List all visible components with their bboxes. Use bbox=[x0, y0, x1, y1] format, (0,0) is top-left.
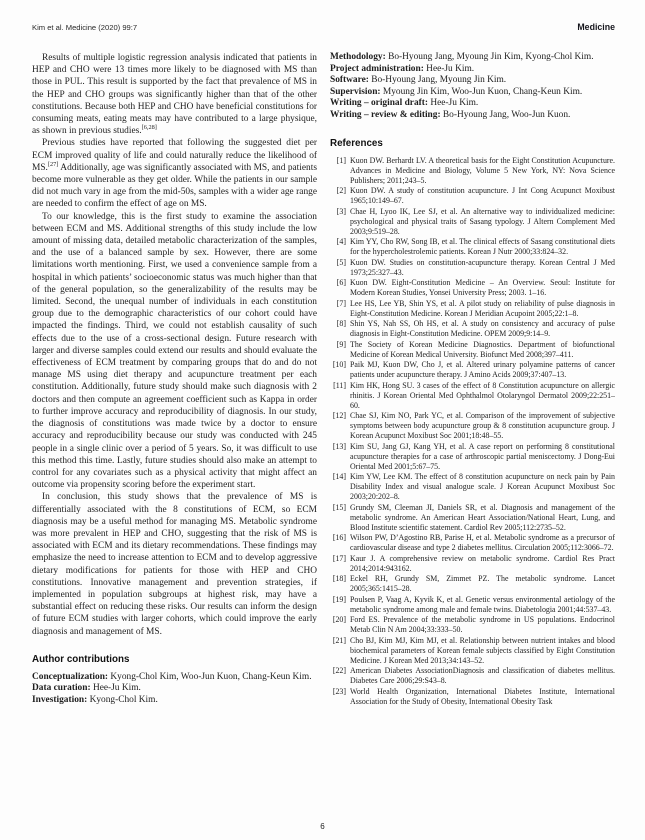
contribution-label: Project administration: bbox=[330, 63, 424, 74]
reference-entry bbox=[330, 156, 615, 186]
contribution-conceptualization bbox=[32, 672, 317, 684]
reference-number: [17] bbox=[332, 553, 346, 563]
reference-text: Kim YW, Lee KM. The effect of 8 constitution acupuncture on neck pain by Pain Disability Index and visual analogue scale. J Korean Acupunct Moxibust Soc 2003;20:202–8. bbox=[350, 472, 615, 502]
citation-superscript: [27] bbox=[47, 160, 59, 168]
reference-number: [21] bbox=[332, 635, 346, 645]
reference-entry bbox=[330, 207, 615, 237]
references-heading: References bbox=[330, 137, 383, 149]
citation-superscript: [6,28] bbox=[141, 124, 157, 132]
reference-entry bbox=[330, 636, 615, 666]
reference-number: [2] bbox=[336, 186, 346, 196]
contribution-label: Data curation: bbox=[32, 683, 91, 694]
reference-entry bbox=[330, 360, 615, 380]
reference-number: [20] bbox=[332, 615, 346, 625]
reference-text: Wilson PW, D’Agostino RB, Parise H, et al. Metabolic syndrome as a precursor of cardiovascular disease and type 2 diabetes mellitus. Circulation 2005;112:3066–72. bbox=[350, 533, 615, 553]
contribution-label: Writing – original draft: bbox=[330, 98, 428, 109]
reference-number: [4] bbox=[336, 237, 346, 247]
reference-number: [12] bbox=[332, 411, 346, 421]
reference-text: Lee HS, Lee YB, Shin YS, et al. A pilot study on reliability of pulse diagnosis in Eight-Constitution Medicine. Korean J Meridian Acupoint 2005;22:1–8. bbox=[350, 298, 615, 318]
contribution-software bbox=[330, 75, 615, 87]
contribution-data-curation bbox=[32, 683, 317, 695]
reference-number: [13] bbox=[332, 441, 346, 451]
reference-text: The Society of Korean Medicine Diagnostics. Department of biofunctional Medicine of Korean Medical University. Biofunct Med 2008;397–411. bbox=[350, 339, 615, 359]
reference-entry bbox=[330, 533, 615, 553]
reference-text: Kaur J. A comprehensive review on metabolic syndrome. Cardiol Res Pract 2014;2014:943162. bbox=[350, 553, 615, 573]
contribution-investigation bbox=[32, 695, 317, 707]
contribution-label: Investigation: bbox=[32, 694, 88, 705]
contribution-label: Methodology: bbox=[330, 52, 386, 62]
reference-entry bbox=[330, 472, 615, 502]
reference-entry bbox=[330, 319, 615, 339]
reference-number: [6] bbox=[336, 278, 346, 288]
reference-entry bbox=[330, 340, 615, 360]
reference-number: [14] bbox=[332, 472, 346, 482]
contribution-label: Software: bbox=[330, 75, 369, 86]
reference-entry bbox=[330, 615, 615, 635]
reference-entry bbox=[330, 503, 615, 533]
contribution-writing-review-editing bbox=[330, 110, 615, 122]
reference-text: Paik MJ, Kuon DW, Cho J, et al. Altered urinary polyamine patterns of cancer patients under acupuncture therapy. J Amino Acids 2009;37:407–13. bbox=[350, 360, 615, 380]
paragraph-results bbox=[32, 52, 317, 137]
paragraph-conclusion: In conclusion, this study shows that the prevalence of MS is differentially associated with the 8 constitutions of ECM, so ECM diagnosis may be a useful method for managing MS. Metabolic syndrome was more prevalent in HEP and CHO, suggesting that the risk of MS is associated with ECM and its dietary recommendations. These findings may emphasize the need to increase attention to ECM and to develop aggressive dietary modifications for patients for those with HEP and CHO constitutions. Innovative management and prevention strategies, if implemented in population subgroups at highest risk, may have a substantial effect on reducing these risks. Our results can inform the design of future ECM studies with larger cohorts, which could improve the early diagnosis and management of MS. bbox=[32, 492, 317, 637]
page-footer bbox=[0, 822, 645, 831]
reference-text: Kuon DW. Berhardt LV. A theoretical basis for the Eight Constitution Acupuncture. Advances in Medicine and Biology, Volume 5 New York, NY: Nova Science Publishers; 2011;243–5. bbox=[350, 155, 615, 185]
reference-number: [19] bbox=[332, 594, 346, 604]
reference-text: Kuon DW. Eight-Constitution Medicine – An Overview. Seoul: Institute for Modern Korean Studies, Yonsei University Press; 2003. 1–16. bbox=[350, 278, 615, 298]
contribution-writing-original-draft bbox=[330, 98, 615, 110]
reference-number: [7] bbox=[336, 298, 346, 308]
reference-number: [23] bbox=[332, 686, 346, 696]
references-list bbox=[330, 156, 615, 707]
reference-entry bbox=[330, 411, 615, 441]
reference-number: [9] bbox=[336, 339, 346, 349]
contribution-names: Hee-Ju Kim. bbox=[90, 683, 141, 694]
reference-number: [11] bbox=[333, 380, 346, 390]
paragraph-knowledge-limitations: To our knowledge, this is the first study to examine the association between ECM and MS. Additional strengths of this study include the low amount of missing data, detailed metabolic characterization of the samples, and the use of a balanced sample by sex. However, there are some limitations worth mentioning. First, we used a convenience sample from a hospital in which patients’ socioeconomic status was much higher than that of the general population, so the generalizability of the results may be limited. Second, the unequal number of individuals in each constitution group due to the demographic characteristics of our cohort could have impacted the findings. Third, we could not establish causality of such effects due to the use of a cross-sectional design. Future research with larger and diverse samples could extend our results and should evaluate the effectiveness of ECM treatment by comparing groups that do and do not manage MS using diet therapy and acupuncture treatment per each constitution. Additionally, future study should make such diagnosis with 2 doctors and then compute an agreement coefficient such as Kappa in order to further improve accuracy and reproducibility of diagnosis. In our study, the diagnosis of constitutions was made twice by a doctor to ensure accuracy and reproducibility because our study was conducted with 245 people in a single clinic over a period of 5 years. So, it was difficult to use this method this time. Lastly, future studies should also make an attempt to control for any covariates such as a physical activity that might affect an outcome via propensity scoring before the experiment start. bbox=[32, 211, 317, 491]
contribution-names: Hee-Ju Kim. bbox=[423, 63, 475, 74]
paragraph-text: Additionally, age was significantly associated with MS, and patients become more vulnerable as they get older. While the patients in our sample did not much vary in age from the mid-50s, samples with a wider age range are needed to confirm the effect of age on MS. bbox=[32, 162, 317, 210]
reference-text: Chae SJ, Kim NO, Park YC, et al. Comparison of the improvement of subjective symptoms between body acupuncture group & 8 constitution acupuncture group. J Korean Acupunct Moxibust Soc 2001;18:48–55. bbox=[350, 411, 615, 441]
reference-text: Eckel RH, Grundy SM, Zimmet PZ. The metabolic syndrome. Lancet 2005;365:1415–28. bbox=[350, 574, 615, 594]
paragraph-text: Previous studies have reported that following the suggested diet per ECM improved quality of life and could naturally reduce the likelihood of MS. bbox=[32, 138, 317, 173]
reference-entry bbox=[330, 186, 615, 206]
reference-text: Kuon DW. A study of constitution acupuncture. J Int Cong Acupunct Moxibust 1965;10:149–67. bbox=[350, 186, 615, 206]
paragraph-text: Results of multiple logistic regression analysis indicated that patients in HEP and CHO were 13 times more likely to be diagnosed with MS than those in PUL. This result is supported by the fact that prevalence of MS in the HEP and CHO groups was significantly higher than that of the other constitutions. Because both HEP and CHO have beneficial constitutions for consuming meats, eating meats may have contributed to a large physique, as shown in previous studies. bbox=[32, 53, 317, 137]
contribution-names: Myoung Jin Kim, Woo-Jun Kuon, Chang-Keun Kim. bbox=[380, 86, 583, 97]
reference-number: [22] bbox=[332, 666, 346, 676]
reference-text: Chae H, Lyoo IK, Lee SJ, et al. An alternative way to individualized medicine: psychological and physical traits of Sasang typology. J Altern Complement Med 2003;9:519–28. bbox=[350, 206, 615, 236]
reference-number: [10] bbox=[332, 360, 346, 370]
reference-entry bbox=[330, 574, 615, 594]
reference-number: [16] bbox=[332, 533, 346, 543]
reference-entry bbox=[330, 278, 615, 298]
reference-entry bbox=[330, 687, 615, 707]
reference-entry bbox=[330, 381, 615, 411]
reference-number: [5] bbox=[336, 257, 346, 267]
contribution-project-administration bbox=[330, 64, 615, 76]
reference-entry bbox=[330, 595, 615, 615]
reference-number: [18] bbox=[332, 574, 346, 584]
reference-entry bbox=[330, 554, 615, 574]
reference-number: [3] bbox=[336, 206, 346, 216]
reference-entry bbox=[330, 666, 615, 686]
reference-entry bbox=[330, 258, 615, 278]
contribution-supervision bbox=[330, 87, 615, 99]
reference-text: Kuon DW. Studies on constitution-acupuncture therapy. Korean Central J Med 1973;25:327–43. bbox=[350, 257, 615, 277]
reference-number: [8] bbox=[336, 319, 346, 329]
contribution-label: Supervision: bbox=[330, 86, 381, 97]
contribution-names: Bo-Hyoung Jang, Woo-Jun Kuon. bbox=[440, 109, 571, 120]
contribution-methodology bbox=[330, 52, 615, 64]
author-contributions-heading: Author contributions bbox=[32, 653, 130, 665]
reference-text: Grundy SM, Cleeman JI, Daniels SR, et al. Diagnosis and management of the metabolic syndrome. An American Heart Association/National Heart, Lung, and Blood Institute scientific statement. Cardiol Rev 2005;112:2735–52. bbox=[350, 502, 615, 532]
reference-text: Ford ES. Prevalence of the metabolic syndrome in US populations. Endocrinol Metab Clin N Am 2004;33:333–50. bbox=[350, 615, 615, 635]
reference-number: [15] bbox=[332, 502, 346, 512]
contribution-names: Hee-Ju Kim. bbox=[428, 98, 479, 109]
reference-entry bbox=[330, 237, 615, 257]
right-column bbox=[330, 52, 615, 707]
journal-name: Medicine bbox=[577, 22, 615, 32]
reference-number: [1] bbox=[336, 155, 346, 165]
reference-text: World Health Organization, International Diabetes Institute, International Association for the Study of Obesity, International Obesity Task bbox=[350, 686, 615, 706]
running-head: Kim et al. Medicine (2020) 99:7 bbox=[32, 23, 138, 32]
contribution-names: Bo-Hyoung Jang, Myoung Jin Kim. bbox=[368, 75, 507, 86]
left-column bbox=[32, 52, 317, 707]
paragraph-previous-studies bbox=[32, 137, 317, 210]
contribution-names: Kyong-Chol Kim, Woo-Jun Kuon, Chang-Keun Kim. bbox=[108, 671, 312, 682]
reference-text: Shin YS, Nah SS, Oh HS, et al. A study on consistency and accuracy of pulse diagnosis in Eight-Constitution Medicine. OPEM 2009;9:14–9. bbox=[350, 319, 615, 339]
reference-text: Cho BJ, Kim MJ, Kim MJ, et al. Relationship between nutrient intakes and blood biochemical parameters of Korean female subjects classified by Eight Constitution Medicine. J Korean Med 2013;34:143–52. bbox=[350, 635, 615, 665]
reference-entry bbox=[330, 299, 615, 319]
page-header bbox=[32, 22, 615, 32]
reference-text: Poulsen P, Vaag A, Kyvik K, et al. Genetic versus environmental aetiology of the metabolic syndrome among male and female twins. Diabetologia 2001;44:537–43. bbox=[350, 594, 615, 614]
contribution-label: Writing – review & editing: bbox=[330, 109, 441, 120]
reference-text: Kim YY, Cho RW, Song IB, et al. The clinical effects of Sasang constitutional diets for the hypercholestrolemic patients. Korean J Nutr 2000;33:824–32. bbox=[350, 237, 615, 257]
reference-text: Kim SU, Jang GJ, Kang YH, et al. A case report on performing 8 constitutional acupuncture therapies for a case of arthroscopic partial meniscectomy. J Dong-Eui Oriental Med 2001;5:67–75. bbox=[350, 441, 615, 471]
two-column-body bbox=[32, 52, 615, 707]
contribution-label: Conceptualization: bbox=[32, 671, 109, 682]
reference-entry bbox=[330, 442, 615, 472]
reference-text: American Diabetes AssociationDiagnosis and classification of diabetes mellitus. Diabetes Care 2006;29:S43–8. bbox=[350, 666, 615, 686]
reference-text: Kim HK, Hong SU. 3 cases of the effect of 8 Constitution acupuncture on allergic rhinitis. J Korean Oriental Med Ophthalmol Otolaryngol Dermatol 2009;22:251–60. bbox=[350, 380, 615, 410]
contribution-names: Bo-Hyoung Jang, Myoung Jin Kim, Kyong-Chol Kim. bbox=[385, 52, 594, 62]
page-number: 6 bbox=[320, 822, 325, 831]
contribution-names: Kyong-Chol Kim. bbox=[87, 694, 158, 705]
